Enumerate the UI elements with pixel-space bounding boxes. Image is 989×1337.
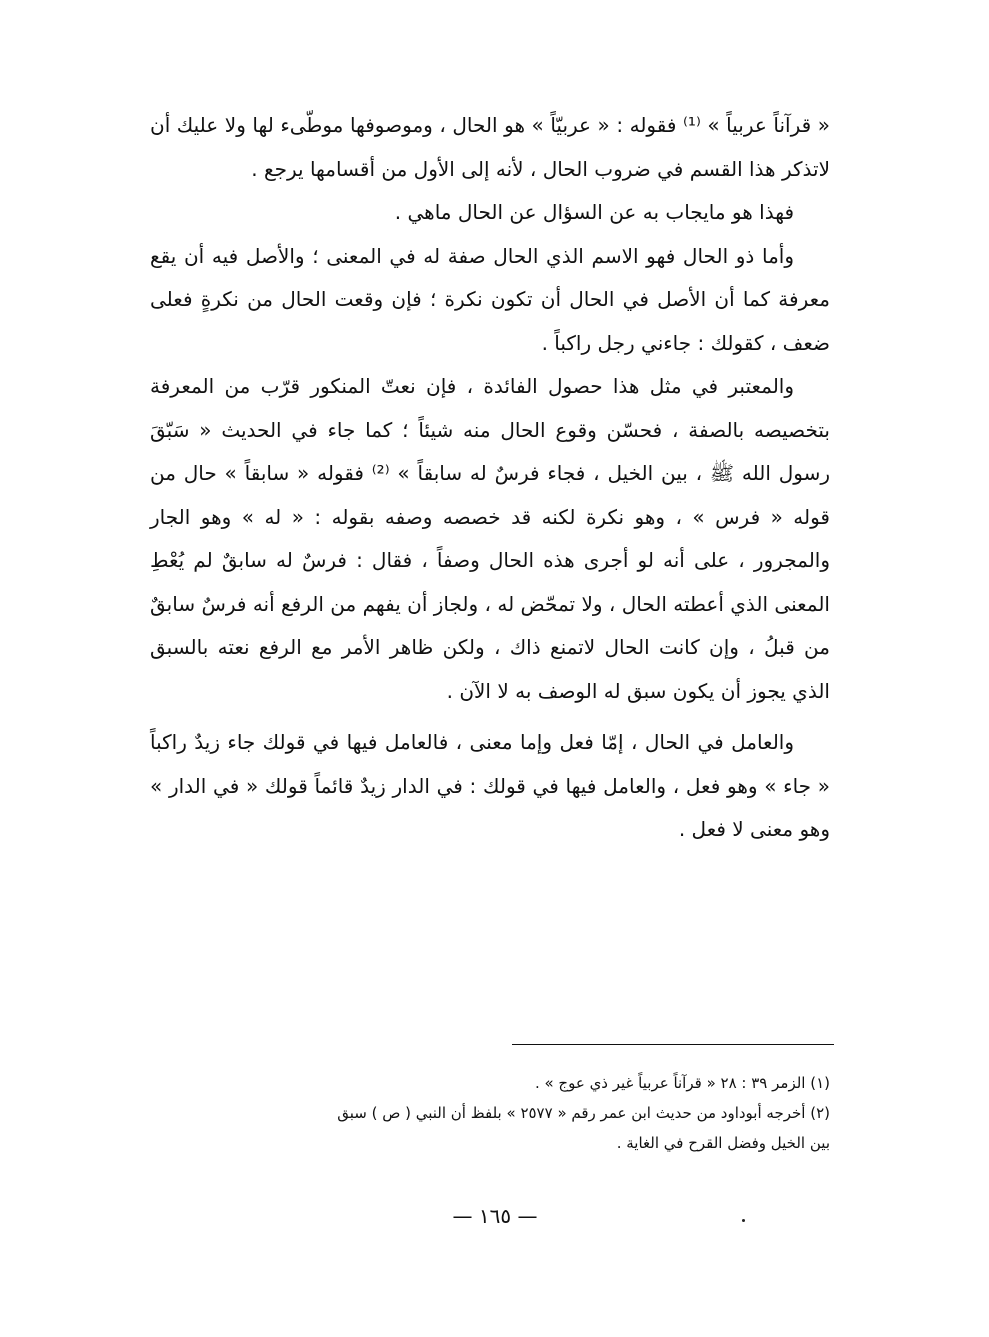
footnote-separator: [512, 1044, 834, 1045]
footnote-2: (٢) أخرجه أبوداود من حديث ابن عمر رقم « ٢٥٧٧ » بلفظ أن النبي ( ص ) سبق بين الخيل وفضل القرح في الغاية .: [337, 1104, 830, 1152]
paragraph-4: والمعتبر في مثل هذا حصول الفائدة ، فإن نعتّ المنكور قرّب من المعرفة بتخصيصه بالصفة ، فحسّن وقوع الحال منه شيئاً ؛ كما جاء في الحديث « سَبّقَ رسول الله ﷺ ، بين الخيل ، فجاء فرسٌ له سابقاً » ⁽²⁾ فقوله « سابقاً » حال من قوله « فرس » ، وهو نكرة لكنه قد خصصه وصفه بقوله : « له » وهو الجار والمجرور ، على أنه لو أجرى هذه الحال وصفاً ، فقال : فرسٌ له سابقٌ لم يُعْطِ المعنى الذي أعطته الحال ، ولا تمحّض له ، ولجاز أن يفهم من الرفع أنه فرسٌ سابقٌ من قبلُ ، وإن كانت الحال لاتمنع ذاك ، ولكن ظاهر الأمر مع الرفع نعته بالسبق الذي يجوز أن يكون سبق له الوصف به لا الآن .: [150, 374, 830, 703]
paragraph-1: « قرآناً عربياً » ⁽¹⁾ فقوله : « عربيّاً » هو الحال ، وموصوفها موطّىء لها ولا عليك أن لاتذكر هذا القسم في ضروب الحال ، لأنه إلى الأول من أقسامها يرجع .: [150, 113, 830, 181]
footnotes: [320, 1068, 830, 1158]
main-text: [150, 104, 830, 852]
page-number: — ١٦٥ —: [452, 1204, 538, 1228]
paragraph-3: وأما ذو الحال فهو الاسم الذي الحال صفة له في المعنى ؛ والأصل فيه أن يقع معرفة كما أن الأصل في الحال أن تكون نكرة ؛ فإن وقعت الحال من نكرةٍ فعلى ضعف ، كقولك : جاءني رجل راكباً .: [150, 243, 830, 355]
paragraph-2: فهذا هو مايجاب به عن السؤال عن الحال ماهي .: [394, 200, 794, 224]
paragraph-5: والعامل في الحال ، إمّا فعل وإما معنى ، فالعامل فيها في قولك جاء زيدٌ راكباً « جاء » وهو فعل ، والعامل فيها في قولك : في الدار زيدٌ قائماً قولك « في الدار » وهو معنى لا فعل .: [150, 730, 830, 841]
footnote-1: (١) الزمر ٣٩ : ٢٨ « قرآناً عربياً غير ذي عوج » .: [534, 1074, 830, 1092]
scan-speck: [742, 1219, 745, 1222]
